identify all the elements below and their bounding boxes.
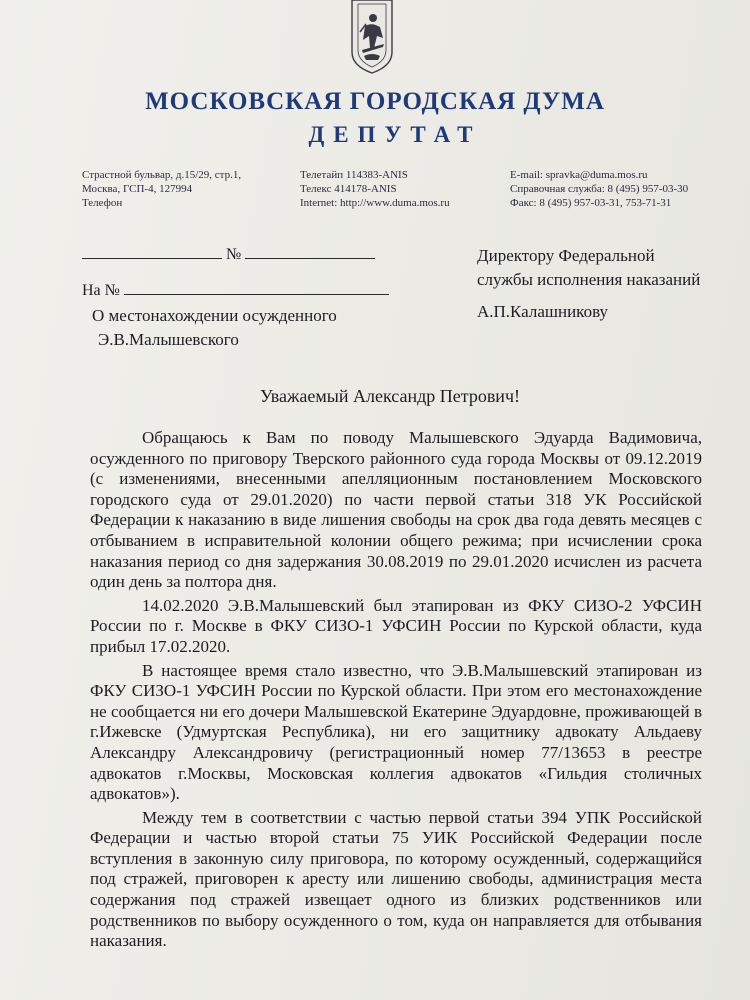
letter-body xyxy=(90,428,702,955)
salutation: Уважаемый Александр Петрович! xyxy=(259,386,520,406)
letterhead-title: ДЕПУТАТ xyxy=(308,122,482,147)
date-blank xyxy=(82,244,222,259)
body-paragraph: Между тем в соответствии с частью первой статьи 394 УПК Российской Федерации и частью второй статьи 75 УИК Российской Федерации после вступления в законную силу приговора, по которому осужденный, содержащийся под стражей, приговорен к аресту или лишению свободы, администрация места содержания под стражей извещает одного из близких родственников или родственников по выбору осужденного о том, куда он направляется для отбывания наказания. xyxy=(90,807,702,951)
contacts-address xyxy=(82,168,241,210)
reply-to-label: На № xyxy=(82,282,120,299)
contact-line: Телефон xyxy=(82,197,123,209)
reply-to-line xyxy=(82,280,389,300)
addressee-line: Директору Федеральной xyxy=(477,246,655,265)
addressee-line: службы исполнения наказаний xyxy=(477,270,701,289)
contact-line: Internet: http://www.duma.mos.ru xyxy=(300,197,450,209)
org-name: МОСКОВСКАЯ ГОРОДСКАЯ ДУМА xyxy=(145,88,605,115)
body-paragraph: Обращаюсь к Вам по поводу Малышевского Эдуарда Вадимовича, осужденного по приговору Тверского районного суда города Москвы от 09.12.2019 (с изменениями, внесенными апелляционным постановлением Московского городского суда от 29.01.2020) по части первой статьи 318 УК Российской Федерации к наказанию в виде лишения свободы на срок два года девять месяцев с отбыванием в исправительной колонии общего режима; при исчислении срока наказания период со дня задержания 30.08.2019 по 29.01.2020 исчислен из расчета один день за полтора дня. xyxy=(90,428,702,592)
registration-number-line xyxy=(82,244,375,264)
number-sign: № xyxy=(226,246,242,263)
addressee xyxy=(477,244,700,324)
number-blank xyxy=(245,244,375,259)
contacts-email xyxy=(510,168,688,210)
subject-line: Э.В.Малышевского xyxy=(98,330,239,349)
reply-to-blank xyxy=(124,280,389,295)
contact-line: Факс: 8 (495) 957-03-31, 753-71-31 xyxy=(510,197,672,209)
contact-line: Телетайп 114383-ANIS xyxy=(300,169,408,181)
contact-line: Телекс 414178-ANIS xyxy=(300,183,397,195)
subject-line: О местонахождении осужденного xyxy=(92,306,337,325)
contact-line: Москва, ГСП-4, 127994 xyxy=(82,183,193,195)
body-paragraph: В настоящее время стало известно, что Э.В.Малышевский этапирован из ФКУ СИЗО-1 УФСИН России по Курской области. При этом его местонахождение не сообщается ни его дочери Малышевской Екатерине Эдуардовне, проживающей в г.Ижевске (Удмуртская Республика), ни его защитнику адвокату Альдаеву Александру Александровичу (регистрационный номер 77/13653 в реестре адвокатов г.Москвы, Московская коллегия адвокатов «Гильдия столичных адвокатов»). xyxy=(90,660,702,804)
contact-line: Справочная служба: 8 (495) 957-03-30 xyxy=(510,183,689,195)
moscow-coat-of-arms-icon xyxy=(350,0,394,74)
letter-subject xyxy=(92,304,337,352)
contacts-telecom xyxy=(300,168,450,210)
body-paragraph: 14.02.2020 Э.В.Малышевский был этапирован из ФКУ СИЗО-2 УФСИН России по г. Москве в ФКУ СИЗО-1 УФСИН России по Курской области, куда прибыл 17.02.2020. xyxy=(90,595,702,656)
contact-line: E-mail: spravka@duma.mos.ru xyxy=(510,169,648,181)
contact-line: Страстной бульвар, д.15/29, стр.1, xyxy=(82,169,242,181)
addressee-line: А.П.Калашникову xyxy=(477,302,609,321)
